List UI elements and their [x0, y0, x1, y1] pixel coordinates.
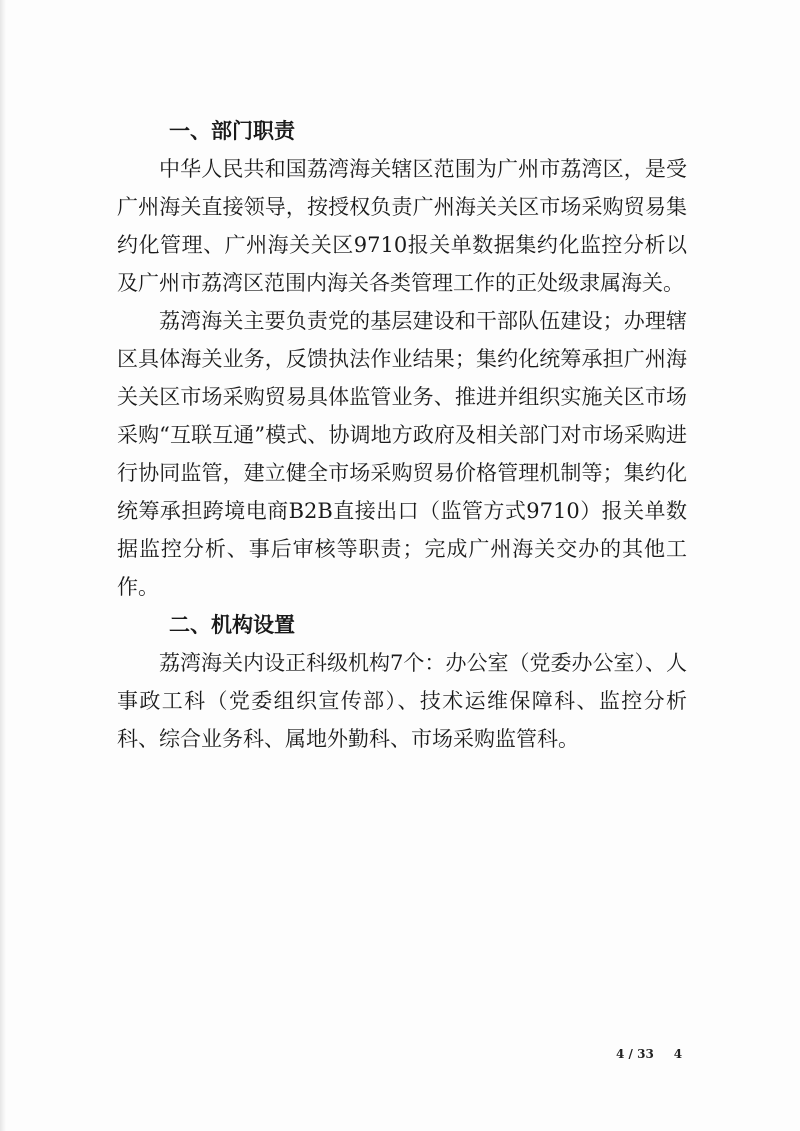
document-body [117, 112, 687, 758]
page-of-total: 4 / 33 [616, 1047, 654, 1061]
page-footer [616, 1047, 682, 1061]
section-heading-organization: 二、机构设置 [169, 613, 295, 637]
page-number: 4 [673, 1047, 683, 1061]
scan-edge-shadow [0, 0, 6, 1131]
paragraph-departments: 荔湾海关内设正科级机构7个：办公室（党委办公室）、人事政工科（党委组织宣传部）、技术运维保障科、监控分析科、综合业务科、属地外勤科、市场采购监管科。 [117, 651, 687, 751]
section-heading-duties: 一、部门职责 [169, 119, 295, 143]
paragraph-responsibilities: 荔湾海关主要负责党的基层建设和干部队伍建设；办理辖区具体海关业务，反馈执法作业结果；集约化统筹承担广州海关关区市场采购贸易具体监管业务、推进并组织实施关区市场采购“互联互通”模式、协调地方政府及相关部门对市场采购进行协同监管，建立健全市场采购贸易价格管理机制等；集约化统筹承担跨境电商B2B直接出口（监管方式9710）报关单数据监控分析、事后审核等职责；完成广州海关交办的其他工作。 [117, 309, 687, 599]
paragraph-jurisdiction: 中华人民共和国荔湾海关辖区范围为广州市荔湾区，是受广州海关直接领导，按授权负责广州海关关区市场采购贸易集约化管理、广州海关关区9710报关单数据集约化监控分析以及广州市荔湾区范围内海关各类管理工作的正处级隶属海关。 [117, 157, 687, 295]
